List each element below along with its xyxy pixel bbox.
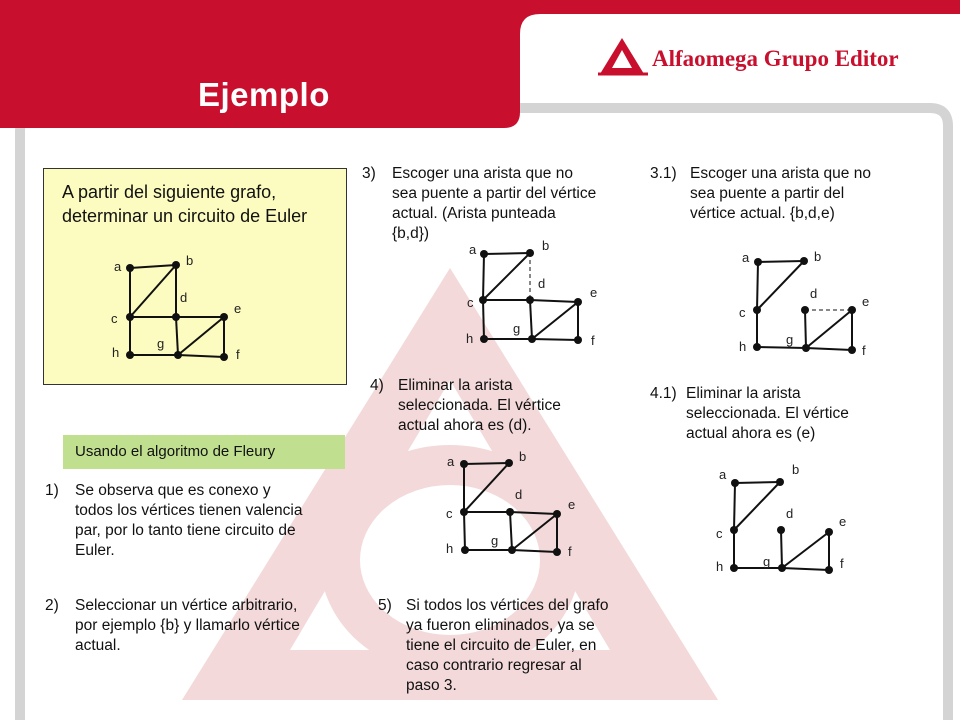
step-5-line: caso contrario regresar al (406, 657, 582, 674)
label-a: a (114, 259, 122, 274)
label-h: h (716, 559, 724, 574)
label-a: a (719, 467, 727, 482)
step-3-line: Escoger una arista que no (392, 165, 573, 182)
label-d: d (786, 506, 794, 521)
step-2-number: 2) (45, 597, 59, 614)
label-f: f (568, 544, 572, 559)
label-c: c (467, 295, 474, 310)
vertex-e (825, 528, 833, 536)
step-4-line: actual ahora es (d). (398, 417, 532, 434)
intro-line-1: A partir del siguiente grafo, (62, 182, 277, 202)
step-3-line: {b,d}) (392, 225, 430, 242)
label-f: f (862, 343, 866, 358)
vertex-g (778, 564, 786, 572)
label-f: f (840, 556, 844, 571)
label-c: c (446, 506, 453, 521)
label-b: b (814, 249, 822, 264)
step-2-line: actual. (75, 637, 121, 654)
step-5-line: paso 3. (406, 677, 457, 694)
label-h: h (739, 339, 747, 354)
label-b: b (186, 253, 194, 268)
step-3-1-line: Escoger una arista que no (690, 165, 871, 182)
step-5-line: Si todos los vértices del grafo (406, 597, 609, 614)
step-3-number: 3) (362, 165, 376, 182)
label-e: e (862, 294, 870, 309)
label-c: c (739, 305, 746, 320)
step-1-line: Euler. (75, 542, 115, 559)
label-g: g (491, 533, 499, 548)
step-4-number: 4) (370, 377, 384, 394)
label-a: a (469, 242, 477, 257)
label-c: c (716, 526, 723, 541)
label-a: a (447, 454, 455, 469)
label-g: g (157, 336, 165, 351)
step-4-line: seleccionada. El vértice (398, 397, 561, 414)
step-1-number: 1) (45, 482, 59, 499)
label-a: a (742, 250, 750, 265)
label-g: g (786, 332, 794, 347)
step-4-line: Eliminar la arista (398, 377, 513, 394)
step-5-number: 5) (378, 597, 392, 614)
label-f: f (591, 333, 595, 348)
step-3-1-line: sea puente a partir del (690, 185, 845, 202)
label-d: d (180, 290, 188, 305)
step-3-line: sea puente a partir del vértice (392, 185, 597, 202)
brand-name: Alfaomega Grupo Editor (652, 46, 899, 71)
step-2-line: Seleccionar un vértice arbitrario, (75, 597, 298, 614)
label-e: e (234, 301, 242, 316)
label-g: g (513, 321, 521, 336)
vertex-c (730, 526, 738, 534)
label-e: e (568, 497, 576, 512)
vertex-b (776, 478, 784, 486)
step-3-line: actual. (Arista punteada (392, 205, 556, 222)
step-4-1-line: actual ahora es (e) (686, 425, 816, 442)
label-g: g (763, 554, 771, 569)
step-1-line: Se observa que es conexo y (75, 482, 271, 499)
label-d: d (810, 286, 818, 301)
label-h: h (466, 331, 474, 346)
vertex-d (777, 526, 785, 534)
intro-line-2: determinar un circuito de Euler (62, 206, 308, 226)
step-1-line: par, por lo tanto tiene circuito de (75, 522, 296, 539)
label-f: f (236, 347, 240, 362)
label-c: c (111, 311, 118, 326)
label-h: h (112, 345, 120, 360)
label-b: b (792, 462, 800, 477)
step-3-1-number: 3.1) (650, 165, 677, 182)
label-h: h (446, 541, 454, 556)
step-5-line: tiene el circuito de Euler, en (406, 637, 597, 654)
label-d: d (538, 276, 546, 291)
step-4-1-line: Eliminar la arista (686, 385, 801, 402)
step-3-1-line: vértice actual. {b,d,e) (690, 205, 835, 222)
label-e: e (590, 285, 598, 300)
step-2-line: por ejemplo {b} y llamarlo vértice (75, 617, 300, 634)
slide-title: Ejemplo (198, 76, 330, 113)
label-e: e (839, 514, 847, 529)
step-5-line: ya fueron eliminados, ya se (406, 617, 595, 634)
vertex-f (825, 566, 833, 574)
label-b: b (519, 449, 527, 464)
label-d: d (515, 487, 523, 502)
vertex-a (731, 479, 739, 487)
step-4-1-number: 4.1) (650, 385, 677, 402)
fleury-label: Usando el algoritmo de Fleury (63, 435, 345, 469)
vertex-h (730, 564, 738, 572)
step-4-1-line: seleccionada. El vértice (686, 405, 849, 422)
step-1-line: todos los vértices tienen valencia (75, 502, 303, 519)
label-b: b (542, 238, 550, 253)
